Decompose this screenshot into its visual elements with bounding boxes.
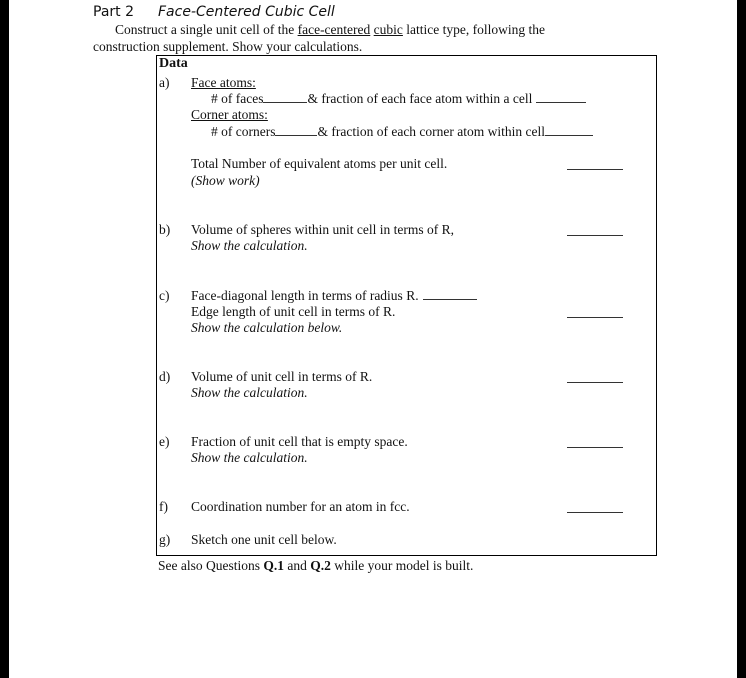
item-c-line3: Show the calculation below. — [191, 320, 343, 335]
item-e-answer-blank[interactable] — [567, 447, 623, 448]
item-d-line2: Show the calculation. — [191, 385, 308, 400]
item-e-letter: e) — [159, 434, 170, 449]
intro-line-2: construction supplement. Show your calculations. — [93, 39, 363, 54]
intro-line-1: Construct a single unit cell of the face-centered cubic lattice type, following the — [115, 22, 545, 37]
corner-atoms-heading: Corner atoms: — [191, 107, 268, 122]
item-a-letter: a) — [159, 75, 170, 90]
total-atoms-text: Total Number of equivalent atoms per unit cell. — [191, 156, 448, 171]
num-faces-blank[interactable] — [263, 91, 307, 103]
item-b-letter: b) — [159, 222, 171, 237]
item-b-line2: Show the calculation. — [191, 238, 308, 253]
num-corners-blank[interactable] — [275, 124, 317, 136]
item-f-letter: f) — [159, 499, 168, 514]
footer-note: See also Questions Q.1 and Q.2 while your model is built. — [158, 558, 474, 573]
worksheet-page — [9, 0, 737, 678]
corners-row: # of corners & fraction of each corner atom within cell — [211, 124, 593, 140]
item-c-line1: Face-diagonal length in terms of radius R. — [191, 288, 477, 304]
item-c-letter: c) — [159, 288, 170, 303]
face-centered-link[interactable]: face-centered — [297, 22, 371, 37]
edge-length-blank[interactable] — [567, 317, 623, 318]
item-d-letter: d) — [159, 369, 171, 384]
item-e-line1: Fraction of unit cell that is empty space. — [191, 434, 408, 449]
item-d-line1: Volume of unit cell in terms of R. — [191, 369, 373, 384]
section-title: Face-Centered Cubic Cell — [158, 4, 335, 20]
face-diagonal-blank[interactable] — [423, 288, 477, 300]
item-d-answer-blank[interactable] — [567, 382, 623, 383]
item-f-answer-blank[interactable] — [567, 512, 623, 513]
corner-fraction-blank[interactable] — [545, 124, 593, 136]
item-g-letter: g) — [159, 532, 171, 547]
item-e-line2: Show the calculation. — [191, 450, 308, 465]
item-g-line1: Sketch one unit cell below. — [191, 532, 337, 547]
data-box — [156, 55, 657, 556]
question-2-ref: Q.2 — [310, 558, 331, 573]
face-atoms-heading: Face atoms: — [191, 75, 256, 90]
cubic-link[interactable]: cubic — [373, 22, 403, 37]
item-b-answer-blank[interactable] — [567, 235, 623, 236]
part-label: Part 2 — [93, 4, 134, 20]
data-label: Data — [159, 56, 188, 71]
total-atoms-blank[interactable] — [567, 169, 623, 170]
face-fraction-blank[interactable] — [536, 91, 586, 103]
question-1-ref: Q.1 — [263, 558, 285, 573]
item-f-line1: Coordination number for an atom in fcc. — [191, 499, 410, 514]
item-c-line2: Edge length of unit cell in terms of R. — [191, 304, 396, 319]
show-work-text: (Show work) — [191, 173, 260, 188]
faces-row: # of faces & fraction of each face atom within a cell — [211, 91, 586, 107]
item-b-line1: Volume of spheres within unit cell in terms of R, — [191, 222, 454, 237]
